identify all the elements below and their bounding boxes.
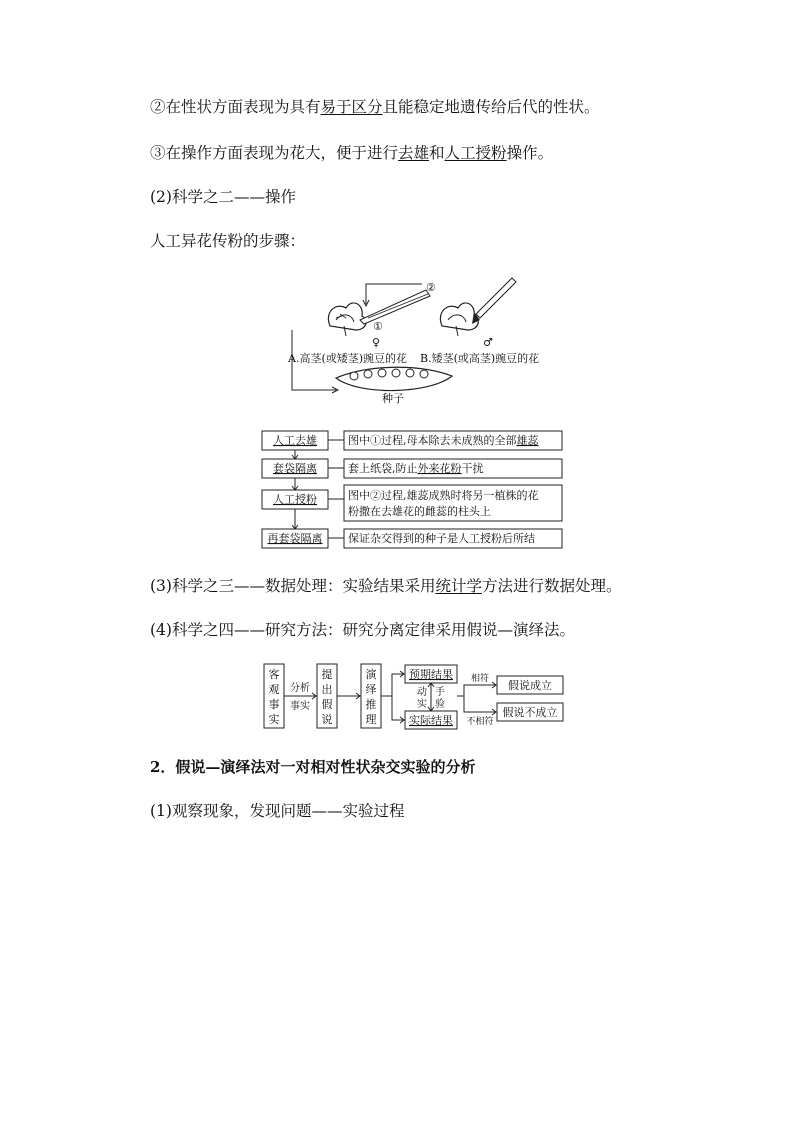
subheading-observe: (1)观察现象，发现问题——实验过程 — [150, 802, 405, 820]
label-flower-b: B.矮茎(或高茎)豌豆的花 — [420, 352, 540, 365]
hypothesis-valid: 假说成立 — [508, 679, 552, 692]
text-segment: 操作。 — [506, 144, 554, 162]
c1-char: 事 — [268, 698, 280, 711]
female-symbol: ♀ — [372, 336, 381, 349]
exp-char: 手 — [435, 687, 445, 698]
label-match: 相符 — [470, 674, 490, 684]
flower-b-icon — [440, 303, 478, 336]
mark-2: ② — [426, 281, 436, 294]
label-nomatch: 不相符 — [466, 717, 494, 727]
label-flower-a: A.高茎(或矮茎)豌豆的花 — [288, 352, 408, 365]
desc-segment: 图中①过程,母本除去未成熟的全部 — [348, 434, 517, 447]
exp-char: 实 — [417, 699, 427, 710]
text-segment: ②在性状方面表现为具有 — [150, 98, 321, 116]
step-3-desc-line1: 图中②过程,雄蕊成熟时将另一植株的花 — [348, 489, 539, 502]
method-flowchart — [262, 660, 568, 732]
c1-char: 实 — [268, 713, 280, 726]
pea-pod-icon — [336, 367, 452, 390]
c3-char: 演 — [365, 668, 377, 681]
steps-flowchart — [258, 428, 566, 552]
c3-char: 推 — [365, 698, 377, 711]
text-segment: (3)科学之三——数据处理：实验结果采用 — [150, 577, 436, 595]
step-4-desc: 保证杂交得到的种子是人工授粉后所结 — [348, 532, 535, 545]
section-heading-2: 2．假说—演绎法对一对相对性状杂交实验的分析 — [150, 758, 476, 776]
mark-1: ① — [373, 320, 383, 333]
text-segment: 且能稳定地遗传给后代的性状。 — [382, 98, 600, 116]
exp-char: 验 — [435, 699, 445, 710]
exp-char: 动 — [417, 687, 427, 698]
section-heading-operation: (2)科学之二——操作 — [150, 188, 296, 206]
c1-char: 观 — [268, 683, 280, 696]
arrow-facts: 事实 — [290, 701, 310, 712]
underlined-term: 去雄 — [398, 144, 430, 162]
text-segment: ③在操作方面表现为花大，便于进行 — [150, 144, 399, 162]
pollination-figure — [280, 268, 550, 408]
step-4-name: 再套袋隔离 — [267, 532, 323, 545]
c1-char: 客 — [268, 668, 280, 681]
text-segment: 方法进行数据处理。 — [481, 577, 622, 595]
desc-underlined: 雄蕊 — [516, 434, 539, 447]
c3-char: 绎 — [365, 683, 377, 696]
seed-label: 种子 — [382, 392, 404, 405]
desc-segment: 套上纸袋,防止 — [348, 462, 418, 475]
tweezers-icon — [360, 290, 430, 324]
c2-char: 提 — [321, 668, 333, 681]
step-3-name: 人工授粉 — [273, 493, 317, 506]
c2-char: 说 — [321, 713, 333, 726]
paragraph-trait — [150, 97, 600, 117]
desc-segment: 干扰 — [461, 462, 484, 475]
step-2-name: 套袋隔离 — [273, 462, 317, 475]
male-symbol: ♂ — [483, 336, 493, 349]
brush-icon — [472, 278, 516, 324]
step-2-desc — [348, 461, 484, 475]
steps-intro: 人工异花传粉的步骤： — [150, 232, 306, 250]
step-1-name: 人工去雄 — [273, 434, 317, 447]
c2-char: 假 — [321, 698, 333, 711]
underlined-term: 统计学 — [435, 577, 482, 595]
underlined-term: 人工授粉 — [444, 144, 507, 162]
paragraph-method: (4)科学之四——研究方法：研究分离定律采用假说—演绎法。 — [150, 621, 575, 639]
step-1-desc — [348, 433, 539, 447]
hypothesis-invalid: 假说不成立 — [502, 706, 558, 719]
predicted-result: 预期结果 — [409, 668, 453, 681]
step-3-desc-line2: 粉撒在去雄花的雌蕊的柱头上 — [348, 505, 491, 518]
arrow-analyze: 分析 — [290, 683, 310, 694]
desc-underlined: 外来花粉 — [417, 462, 462, 475]
text-segment: 和 — [429, 144, 445, 162]
c2-char: 出 — [321, 683, 333, 696]
paragraph-operation — [150, 143, 553, 163]
c3-char: 理 — [365, 713, 377, 726]
underlined-term: 易于区分 — [320, 98, 383, 116]
paragraph-data-processing — [150, 576, 622, 596]
actual-result: 实际结果 — [409, 714, 453, 727]
